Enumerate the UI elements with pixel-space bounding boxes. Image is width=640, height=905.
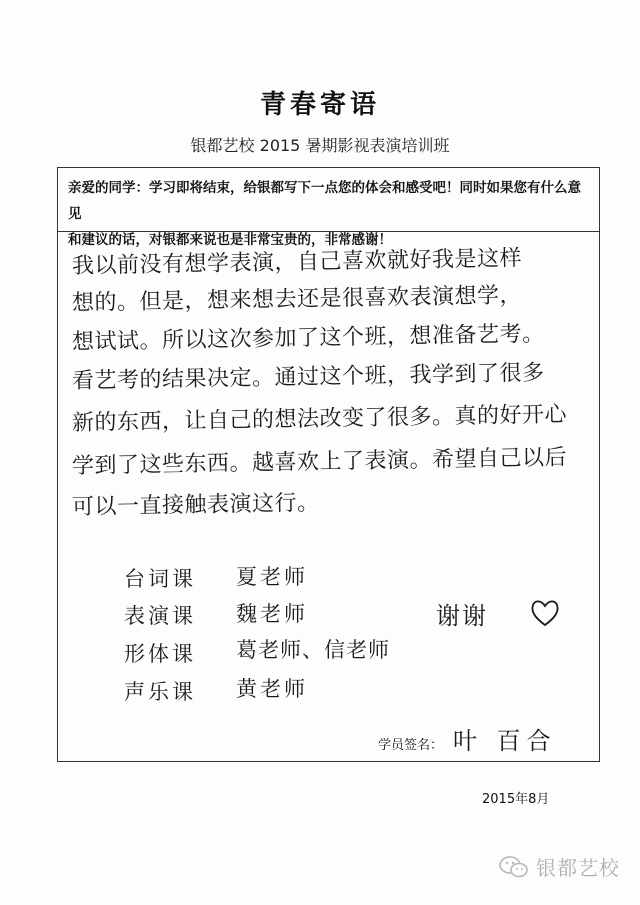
prompt-line-1: 亲爱的同学：学习即将结束，给银都写下一点您的体会和感受吧！同时如果您有什么意见 [68, 180, 581, 222]
course-teacher: 黄老师 [236, 677, 308, 701]
course-name: 表演课 [124, 604, 196, 628]
watermark-text: 银都艺校 [536, 856, 620, 880]
signature-label: 学员签名： [378, 738, 444, 753]
handwritten-line: 想的。但是，想来想去还是很喜欢表演想学， [71, 283, 523, 316]
prompt-box [58, 168, 599, 248]
handwritten-line: 学到了这些东西。越喜欢上了表演。希望自己以后 [71, 445, 568, 479]
watermark [498, 852, 620, 881]
handwritten-line: 可以一直接触表演这行。 [71, 490, 320, 520]
course-name: 台词课 [124, 567, 196, 591]
signature: 叶 百合 [453, 727, 557, 755]
heart-icon [528, 595, 562, 629]
handwritten-line: 想试试。所以这次参加了这个班，想准备艺考。 [71, 321, 545, 355]
handwritten-line: 我以前没有想学表演，自己喜欢就好我是这样 [71, 246, 523, 279]
wechat-icon [498, 854, 530, 880]
handwritten-line: 新的东西，让自己的想法改变了很多。真的好开心 [71, 402, 568, 436]
course-teacher: 魏老师 [236, 602, 308, 626]
date: 2015年8月 [482, 792, 550, 807]
page-subtitle: 银都艺校 2015 暑期影视表演培训班 [190, 136, 450, 155]
course-name: 形体课 [124, 642, 196, 666]
prompt-line-2: 和建议的话，对银都来说也是非常宝贵的，非常感谢！ [68, 232, 392, 248]
thanks-note: 谢谢 [436, 602, 488, 630]
page-title: 青春寄语 [259, 90, 380, 120]
course-teacher: 夏老师 [236, 565, 308, 589]
course-name: 声乐课 [124, 680, 196, 704]
course-teacher: 葛老师、信老师 [236, 638, 390, 662]
handwritten-line: 看艺考的结果决定。通过这个班，我学到了很多 [71, 360, 545, 394]
message-frame [57, 167, 600, 762]
